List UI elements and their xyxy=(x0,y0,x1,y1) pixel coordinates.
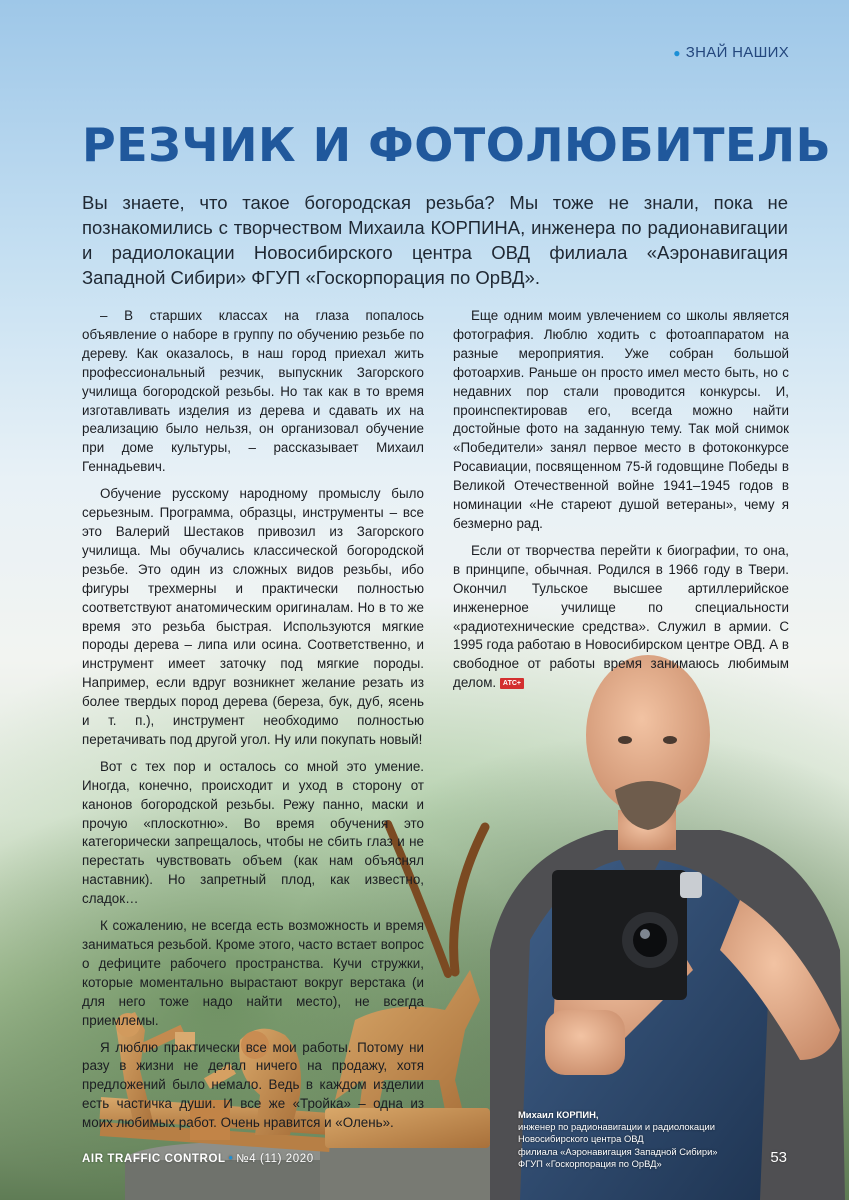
magazine-name: AIR TRAFFIC CONTROL xyxy=(82,1153,226,1165)
bullet-icon: • xyxy=(228,1153,234,1165)
paragraph: К сожалению, не всегда есть возможность и время заниматься резьбой. Кроме этого, часто встает вопрос о дефиците рабочего пространства. Кучи стружки, которые моментально вырастают вокруг верстака (и для него тоже надо найти место), не всегда приемлемы. xyxy=(82,918,424,1028)
caption-line: ФГУП «Госкорпорация по ОрВД» xyxy=(518,1157,662,1169)
paragraph: Еще одним моим увлечением со школы является фотография. Люблю ходить с фотоаппаратом на разные мероприятия. Уже собран большой фотоархив. Раньше он просто имел место быть, но с недавних пор стали проводится конкурсы. И, проинспектировав его, всегда можно найти достойные фото на заданную тему. Так мой снимок «Победители» занял первое место в фотоконкурсе Росавиации, посвященном 75-й годовщине Победы в Великой Отечественной войне 1941–1945 годов в номинации «Не стареют душой ветераны», чему я безмерно рад. xyxy=(453,308,789,531)
paragraph: – В старших классах на глаза попалось объявление о наборе в группу по обучению резьбе по дереву. Как оказалось, в наш город приехал жить профессиональный резчик, выпускник Загорского училища богородской резьбы. Но так как в то время изготавливать изделия из дерева и сдавать их на реализацию было нельзя, он организовал обучение при доме культуры, – рассказывает Михаил Геннадьевич. xyxy=(82,308,424,475)
caption-line: Новосибирского центра ОВД xyxy=(518,1133,644,1145)
caption-name: Михаил КОРПИН, xyxy=(518,1109,599,1120)
article-column-left xyxy=(82,307,424,1141)
paragraph-last xyxy=(453,542,789,693)
page-number: 53 xyxy=(770,1149,787,1166)
paragraph: Обучение русскому народному промыслу было серьезным. Программа, образцы, инструменты – все это Валерий Шестаков привозил из Загорского училища. Мы обучались классической богородской резьбе. Это один из сложных видов резьбы, ибо фигуры трехмерны и практически полностью соответствуют анатомическим оригиналам. Но в то же время это резьба быстрая. Используются мягкие породы дерева – липа или осина. Соответственно, и инструмент имеет заточку под мягкие породы. Например, если вдруг возникнет желание резать из более твердых пород дерева (береза, бук, дуб, ясень и т. п.), инструмент необходимо полностью перетачивать под другой угол. Ну или покупать новый! xyxy=(82,486,424,747)
section-tag-label: ЗНАЙ НАШИХ xyxy=(685,44,789,61)
photo-caption xyxy=(518,1109,738,1170)
issue-number: №4 (11) 2020 xyxy=(236,1153,314,1165)
end-badge: АТС+ xyxy=(500,678,524,689)
caption-line: филиала «Аэронавигация Западной Сибири» xyxy=(518,1145,718,1157)
article-title: РЕЗЧИК И ФОТОЛЮБИТЕЛЬ xyxy=(82,118,832,172)
paragraph: Вот с тех пор и осталось со мной это умение. Иногда, конечно, происходит и уход в сторону от канонов богородской резьбы. Режу панно, маски и прочую «плоскотню». Во время обучения это категорически запрещалось, чтобы не сбить глаз и не перестать чувствовать объем (как нам объяснял наставник). Но запретный плод, как известно, сладок… xyxy=(82,758,424,907)
bullet-icon: ● xyxy=(673,46,681,60)
paragraph-text: Если от творчества перейти к биографии, то она, в принципе, обычная. Родился в 1966 году в Твери. Окончил Тульское высшее артиллерийское инженерное училище по специальности «радиотехнические средства». Служил в армии. С 1995 года работаю в Новосибирском центре ОВД. А в свободное от работы время занимаюсь любимым делом. xyxy=(453,542,789,691)
article-column-right xyxy=(453,307,789,701)
article-lead: Вы знаете, что такое богородская резьба? Мы тоже не знали, пока не познакомились с творчеством Михаила КОРПИНА, инженера по радионавигации и радиолокации Новосибирского центра ОВД филиала «Аэронавигация Западной Сибири» ФГУП «Госкорпорация по ОрВД». xyxy=(82,192,788,288)
footer-magazine xyxy=(82,1153,314,1165)
paragraph: Я люблю практически все мои работы. Потому ни разу в жизни не делал ничего на продажу, хотя предложений было немало. Ведь в каждом изделии есть частичка души. И все же «Тройка» – одна из моих любимых работ. Очень нравится и «Олень». xyxy=(82,1039,424,1131)
caption-line: инженер по радионавигации и радиолокации xyxy=(518,1121,715,1133)
section-tag xyxy=(673,44,789,61)
